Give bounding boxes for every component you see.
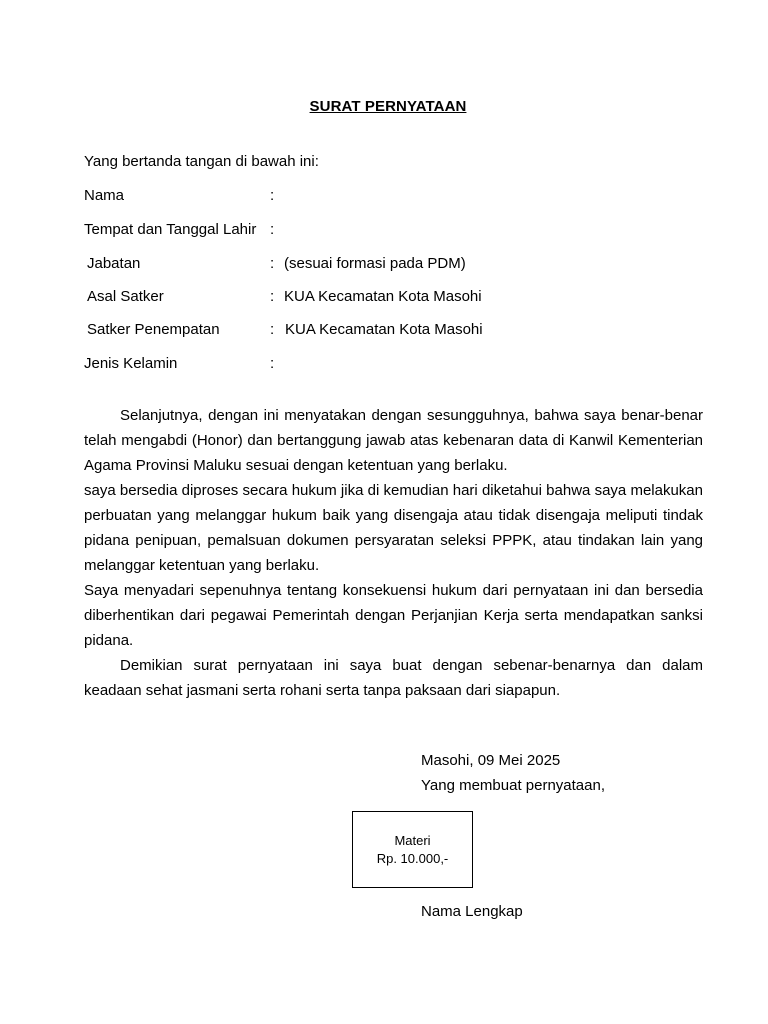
field-value: (sesuai formasi pada PDM): [284, 255, 466, 272]
paragraph-legal-process: saya bersedia diproses secara hukum jika di kemudian hari diketahui bahwa saya melakukan perbuatan yang melanggar hukum baik yang disengaja atau tidak disengaja meliputi tindak pidana penipuan, pemalsuan dokumen persyaratan seleksi PPPK, atau tindakan lain yang melanggar ketentuan yang berlaku.: [84, 482, 703, 574]
field-label: Nama: [84, 187, 125, 204]
paragraph-closing: Demikian surat pernyataan ini saya buat dengan sebenar-benarnya dan dalam keadaan sehat jasmani serta rohani serta tanpa paksaan dari siapapun.: [84, 657, 703, 699]
field-colon: :: [270, 355, 275, 372]
stamp-amount: Rp. 10.000,-: [376, 851, 449, 866]
paragraph-consequences: Saya menyadari sepenuhnya tentang konsekuensi hukum dari pernyataan ini dan bersedia diberhentikan dari pegawai Pemerintah dengan Perjanjian Kerja serta mendapatkan sanksi pidana.: [84, 582, 703, 649]
field-label: Asal Satker: [87, 288, 164, 305]
field-colon: :: [270, 321, 275, 338]
field-colon: :: [270, 221, 275, 238]
field-label: Jabatan: [87, 255, 141, 272]
place-date: Masohi, 09 Mei 2025: [421, 752, 561, 769]
field-label: Satker Penempatan: [87, 321, 220, 338]
paragraph-declaration: Selanjutnya, dengan ini menyatakan dengan sesungguhnya, bahwa saya benar-benar telah mengabdi (Honor) dan bertanggung jawab atas kebenaran data di Kanwil Kementerian Agama Provinsi Maluku sesuai dengan ketentuan yang berlaku.: [84, 407, 703, 474]
intro-text: Yang bertanda tangan di bawah ini:: [84, 153, 319, 170]
field-colon: :: [270, 288, 275, 305]
stamp-label: Materi: [394, 833, 431, 848]
statement-body: [84, 403, 703, 703]
field-label: Jenis Kelamin: [84, 355, 178, 372]
field-colon: :: [270, 187, 275, 204]
field-value: KUA Kecamatan Kota Masohi: [284, 288, 482, 305]
field-colon: :: [270, 255, 275, 272]
field-value: KUA Kecamatan Kota Masohi: [285, 321, 483, 338]
signer-name: Nama Lengkap: [421, 903, 523, 920]
field-label: Tempat dan Tanggal Lahir: [84, 221, 257, 238]
stamp-duty-box: [352, 811, 473, 888]
maker-label: Yang membuat pernyataan,: [421, 777, 606, 794]
document-title: SURAT PERNYATAAN: [309, 98, 467, 115]
